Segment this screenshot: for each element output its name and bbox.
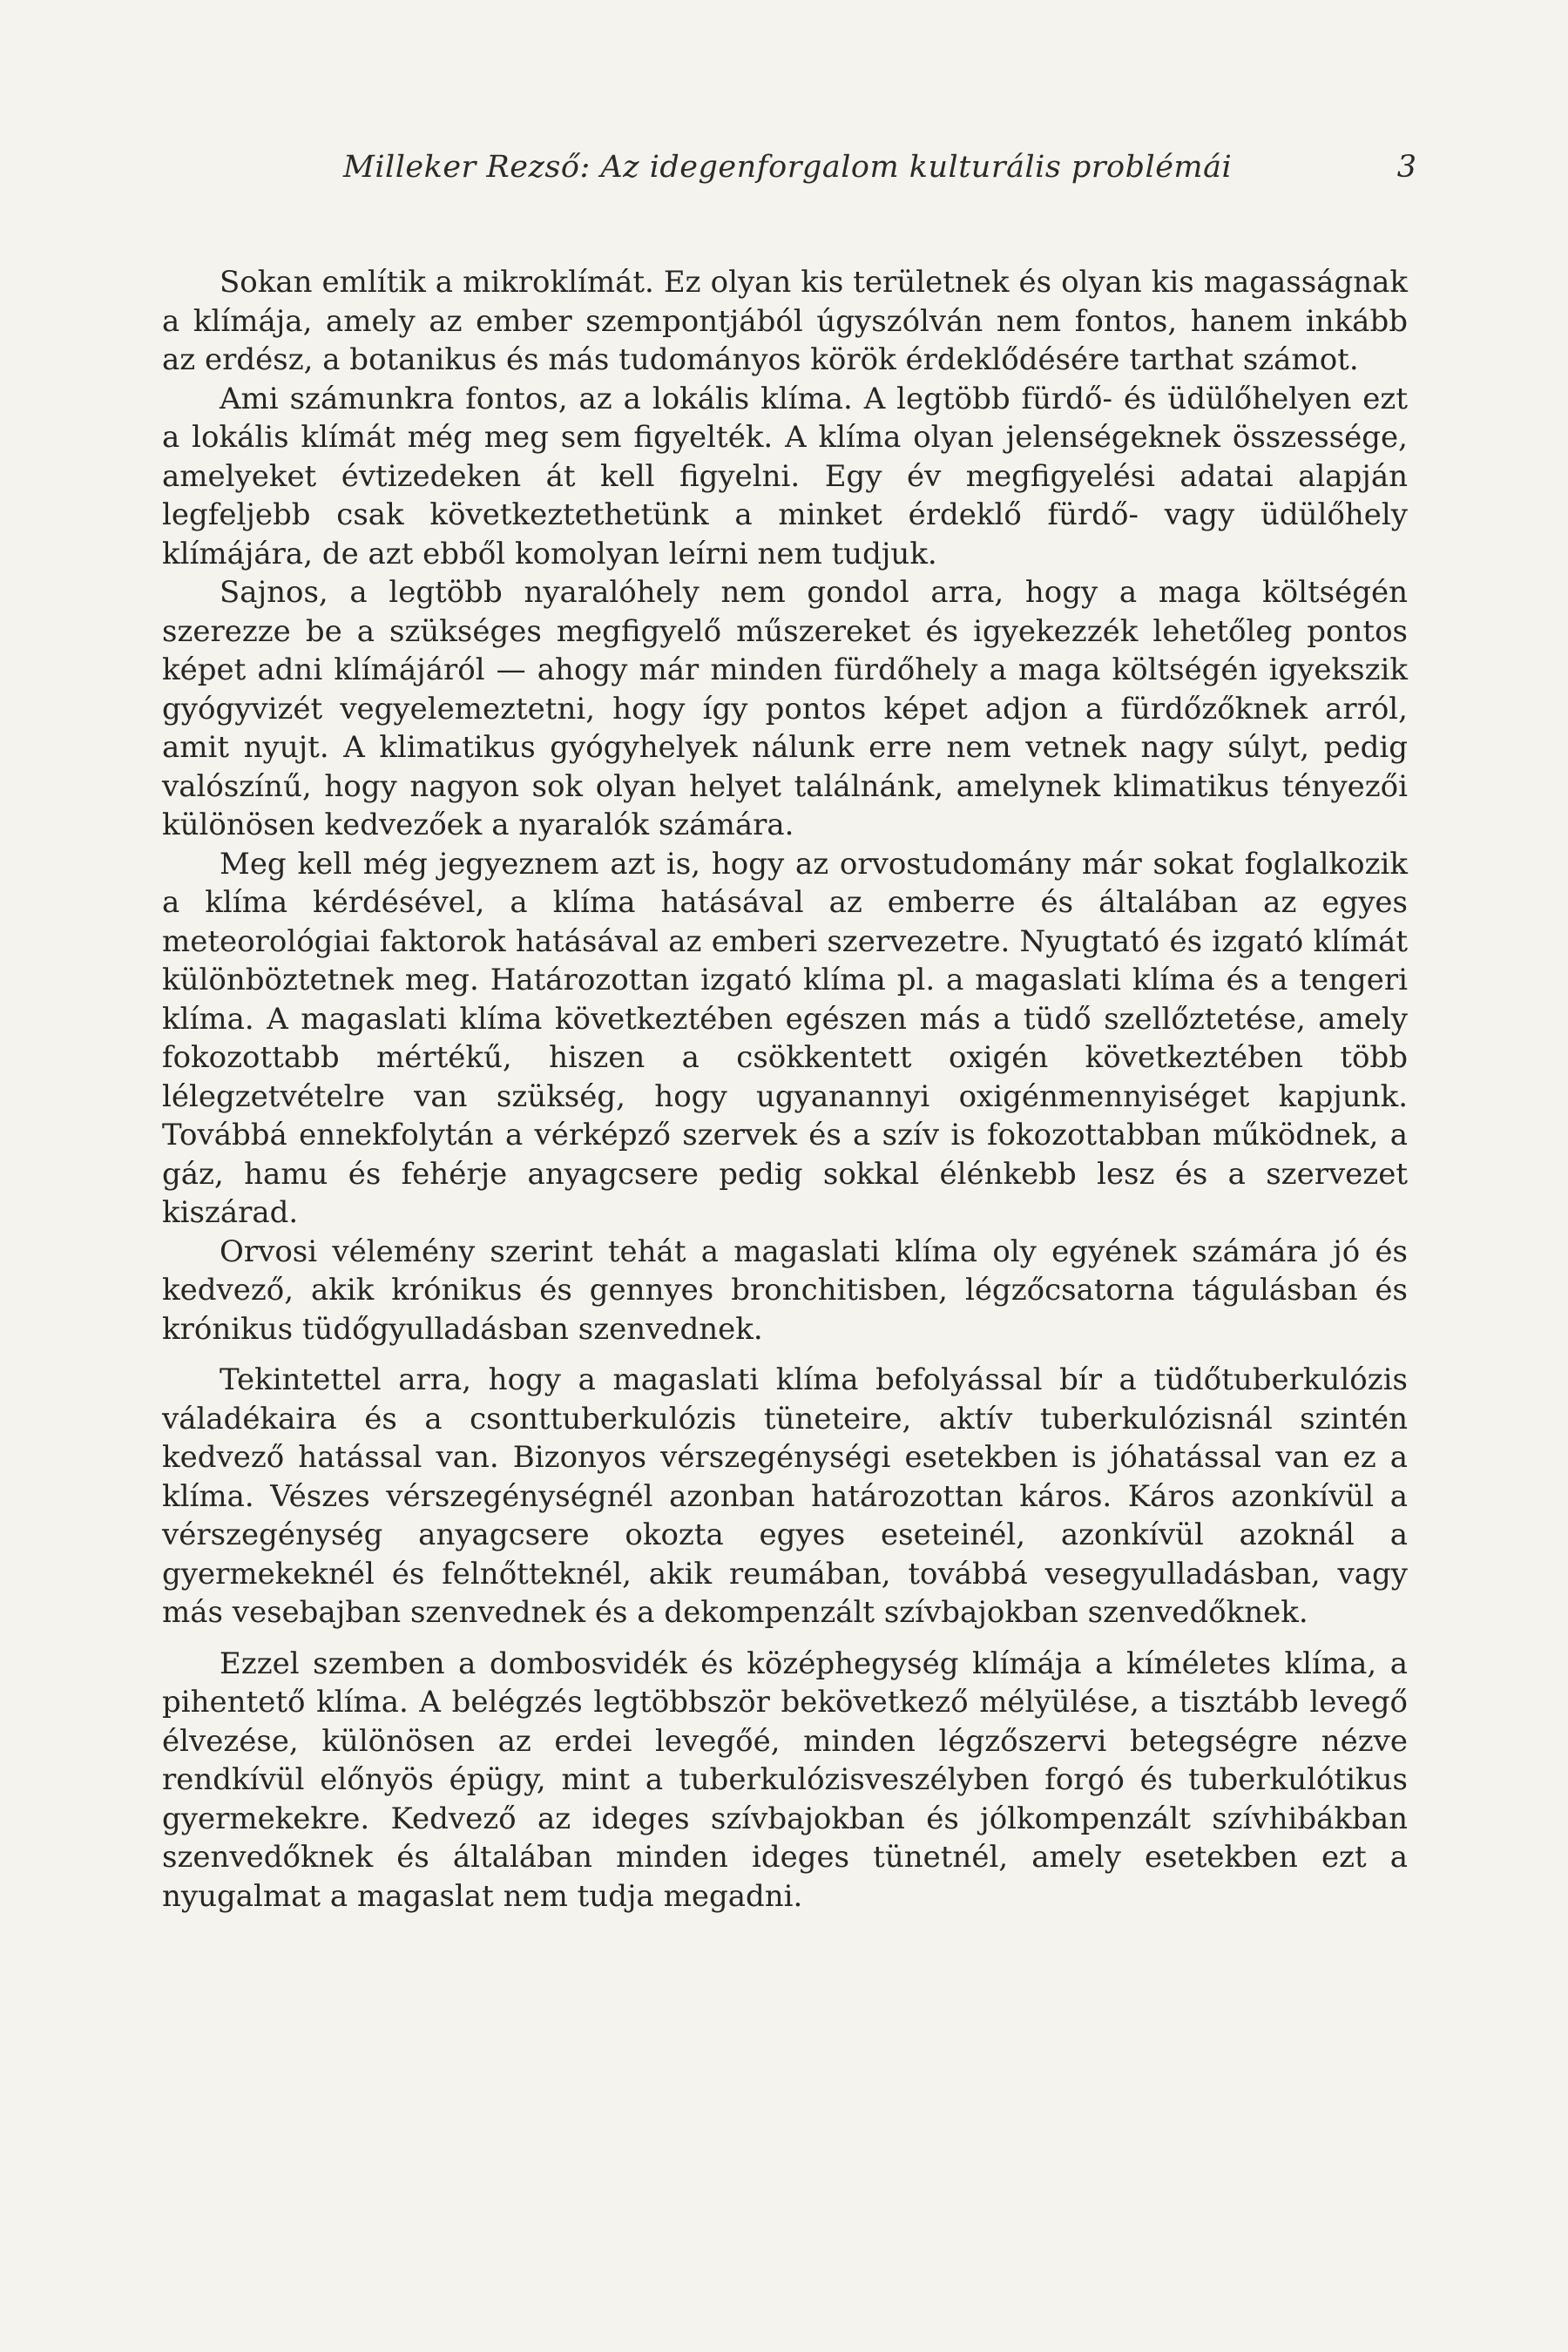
paragraph-tuberculosis: Tekintettel arra, hogy a magaslati klíma befolyással bír a tüdőtuberkulózis váladékaira és a csonttuberkulózis tüneteire, aktív tuberkulózisnál szintén kedvező hatással van. Bizonyos vérszegénységi esetekben is jóhatással van ez a klíma. Vészes vérszegénységnél azonban határozottan káros. Káros azonkívül a vérszegénység anyagcsere okozta egyes eseteinél, azonkívül azoknál a gyermekeknél és felnőtteknél, akik reumában, továbbá vesegyulladásban, vagy más vesebajban szenvednek és a dekompenzált szívbajokban szenvedőknek. [162, 1362, 1408, 1630]
paragraph-microclimate: Sokan említik a mikroklímát. Ez olyan kis területnek és olyan kis magasságnak a klímája, amely az ember szempontjából úgyszólván nem fontos, hanem inkább az erdész, a botanikus és más tudományos körök érdeklődésére tarthat számot. [162, 265, 1408, 377]
page-number: 3 [1396, 150, 1416, 185]
paragraph-hill-climate: Ezzel szemben a dombosvidék és középhegység klímája a kíméletes klíma, a pihentető klíma. A belégzés legtöbbször bekövetkező mélyülése, a tisztább levegő élvezése, különösen az erdei levegőé, minden légzőszervi betegségre nézve rendkívül előnyös épügy, mint a tuberkulózisveszélyben forgó és tuberkulótikus gyermekekre. Kedvező az ideges szívbajokban és jólkompenzált szívhibákban szenvedőknek és általában minden ideges tünetnél, amely esetekben ezt a nyugalmat a magaslat nem tudja megadni. [162, 1646, 1408, 1914]
paragraph-medicine: Meg kell még jegyeznem azt is, hogy az orvostudomány már sokat foglalkozik a klíma kérdésével, a klíma hatásával az emberre és általában az egyes meteorológiai faktorok hatásával az emberi szervezetre. Nyugtató és izgató klímát különböztetnek meg. Határozottan izgató klíma pl. a magaslati klíma és a tengeri klíma. A magaslati klíma következtében egészen más a tüdő szellőztetése, amely fokozottabb mértékű, hiszen a csökkentett oxigén következtében több lélegzetvételre van szükség, hogy ugyanannyi oxigénmennyiséget kapjunk. Továbbá ennekfolytán a vérképző szervek és a szív is fokozottabban működnek, a gáz, hamu és fehérje anyagcsere pedig sokkal élénkebb lesz és a szervezet kiszárad. [162, 846, 1408, 1230]
running-title: Milleker Rezső: Az idegenforgalom kulturális problémái [343, 150, 1233, 185]
paragraph-medical-opinion: Orvosi vélemény szerint tehát a magaslati klíma oly egyének számára jó és kedvező, akik krónikus és gennyes bronchitisben, légzőcsatorna tágulásban és krónikus tüdőgyulladásban szenvednek. [162, 1233, 1408, 1347]
running-header [162, 150, 1416, 202]
body-text [162, 263, 1408, 1916]
paragraph-resorts: Sajnos, a legtöbb nyaralóhely nem gondol arra, hogy a maga költségén szerezze be a szükséges megfigyelő műszereket és igyekezzék lehetőleg pontos képet adni klímájáról — ahogy már minden fürdőhely a maga költségén igyekszik gyógyvizét vegyelemeztetni, hogy így pontos képet adjon a fürdőzőknek arról, amit nyujt. A klimatikus gyógyhelyek nálunk erre nem vetnek nagy súlyt, pedig valószínű, hogy nagyon sok olyan helyet találnánk, amelynek klimatikus tényezői különösen kedvezőek a nyaralók számára. [162, 575, 1408, 842]
paragraph-local-climate: Ami számunkra fontos, az a lokális klíma. A legtöbb fürdő- és üdülőhelyen ezt a lokális klímát még meg sem figyelték. A klíma olyan jelenségeknek összessége, amelyeket évtizedeken át kell figyelni. Egy év megfigyelési adatai alapján legfeljebb csak következtethetünk a minket érdeklő fürdő- vagy üdülőhely klímájára, de azt ebből komolyan leírni nem tudjuk. [162, 381, 1408, 571]
